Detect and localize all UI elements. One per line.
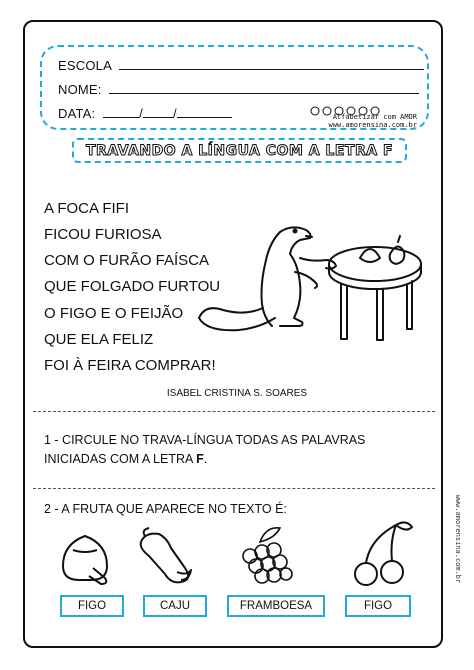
poem-line: QUE ELA FELIZ [44,331,154,348]
question-1-period: . [203,452,208,466]
answer-option-figo[interactable]: FIGO [60,595,124,617]
logo-site: www.amorensina.com.br [328,121,417,129]
school-field[interactable] [58,58,424,73]
section-divider [33,488,435,489]
question-1-letter: F [196,452,204,466]
ferret-table-illustration [195,212,435,362]
cherry-icon [348,518,418,590]
poem-line: A FOCA FIFI [44,200,130,217]
logo-brand: Alfabetizar com AMOR [332,113,417,121]
poem-line: FOI À FEIRA COMPRAR! [44,357,216,374]
poem-author: ISABEL CRISTINA S. SOARES [166,388,308,399]
name-label: NOME: [58,82,102,97]
answer-option-caju[interactable]: CAJU [143,595,207,617]
brand-logo [277,106,417,130]
poem-line: O FIGO E O FEIJÃO [44,305,184,322]
title-box [72,138,407,163]
question-1-line-2 [44,452,207,466]
question-1-line-1: 1 - CIRCULE NO TRAVA-LÍNGUA TODAS AS PALAVRAS [44,433,366,447]
raspberry-icon [232,520,302,588]
date-label: DATA: [58,106,96,121]
question-2: 2 - A FRUTA QUE APARECE NO TEXTO É: [44,502,287,516]
answer-option-framboesa[interactable]: FRAMBOESA [227,595,325,617]
poem-line: QUE FOLGADO FURTOU [44,278,221,295]
school-label: ESCOLA [58,58,112,73]
name-field[interactable] [58,82,419,97]
fig-icon [55,528,115,588]
cashew-icon [135,526,205,586]
side-watermark [448,440,462,640]
side-watermark-text: www.amorensina.com.br [454,494,462,584]
poem-line: COM O FURÃO FAÍSCA [44,252,210,269]
poem-line: FICOU FURIOSA [44,226,162,243]
question-1-prefix: INICIADAS COM A LETRA [44,452,197,466]
worksheet-title: TRAVANDO A LÍNGUA COM A LETRA F [85,142,394,159]
answer-option-figo-2[interactable]: FIGO [345,595,411,617]
section-divider [33,411,435,412]
date-field[interactable]: DATA: / / [58,106,232,121]
